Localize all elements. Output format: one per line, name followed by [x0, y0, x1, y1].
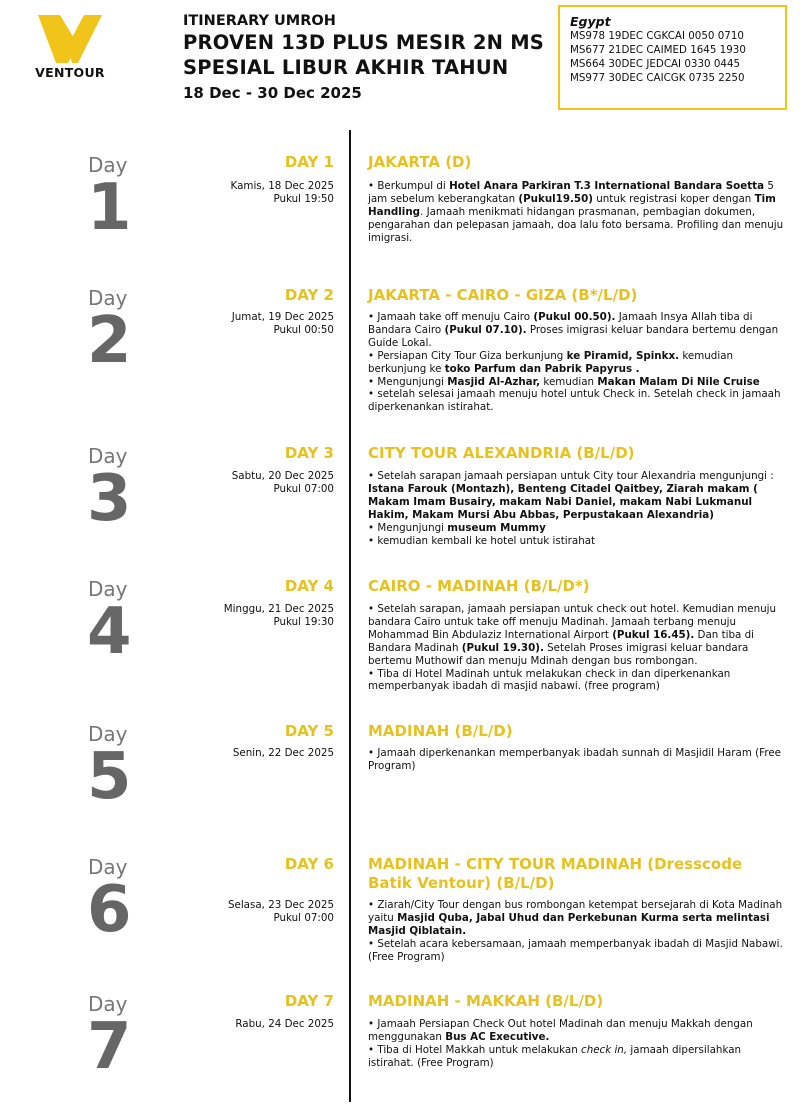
day-title: JAKARTA (D) [368, 153, 472, 171]
day-description [368, 180, 788, 245]
package-date-range: 18 Dec - 30 Dec 2025 [183, 84, 362, 102]
description-line: • Jamaah Persiapan Check Out hotel Madinah dan menuju Makkah dengan menggunakan Bus AC Executive. [368, 1018, 753, 1043]
day-label: DAY 4 [284, 577, 334, 595]
day-date [180, 180, 334, 206]
day-description [368, 470, 788, 547]
day-date [180, 1018, 334, 1031]
day-date-text: Senin, 22 Dec 2025 [232, 747, 334, 759]
description-line: • Setelah sarapan jamaah persiapan untuk City tour Alexandria mengunjungi : Istana Farouk (Montazh), Benteng Citadel Qaitbey, Ziarah makam ( Makam Imam Busairy, makam Nabi Daniel, makam Nabi Lukmanul Hakim, Makam Mursi Abu Abbas, Perpustakaan Alexandria) [368, 470, 774, 521]
flight-box-title: Egypt [570, 14, 611, 29]
day-time-text: Pukul 07:00 [273, 912, 334, 924]
day-label: DAY 7 [284, 992, 334, 1010]
day-time-text: Pukul 07:00 [273, 483, 334, 495]
day-number: 5 [87, 740, 132, 814]
day-date [180, 603, 334, 629]
description-line: • Jamaah take off menuju Cairo (Pukul 00.50). Jamaah Insya Allah tiba di Bandara Cairo (Pukul 07.10). Proses imigrasi keluar bandara bertemu dengan Guide Lokal. [368, 311, 779, 349]
day-title: CITY TOUR ALEXANDRIA (B/L/D) [368, 444, 635, 462]
day-title: MADINAH - MAKKAH (B/L/D) [368, 992, 604, 1010]
ventour-logo [30, 15, 110, 85]
ventour-v-icon [38, 15, 102, 63]
description-line: • Ziarah/City Tour dengan bus rombongan ketempat bersejarah di Kota Madinah yaitu Masjid Quba, Jabal Uhud dan Perkebunan Kurma serta melintasi Masjid Qiblatain. [368, 899, 783, 937]
flight-line: MS978 19DEC CGKCAI 0050 0710 [570, 30, 744, 42]
day-number: 2 [87, 304, 132, 378]
day-date-text: Jumat, 19 Dec 2025 [231, 311, 334, 323]
day-word: Day [88, 855, 128, 879]
day-number: 7 [87, 1010, 132, 1084]
day-date-text: Rabu, 24 Dec 2025 [235, 1018, 334, 1030]
day-word: Day [88, 444, 128, 468]
day-word: Day [88, 153, 128, 177]
day-date [180, 747, 334, 760]
day-date [180, 311, 334, 337]
flight-schedule-box [558, 5, 787, 110]
description-line: • Tiba di Hotel Makkah untuk melakukan check in, jamaah dipersilahkan istirahat. (Free Program) [368, 1043, 742, 1069]
day-date-text: Kamis, 18 Dec 2025 [230, 180, 334, 192]
day-time-text: Pukul 00:50 [273, 324, 334, 336]
day-description [368, 311, 788, 414]
timeline-divider [349, 130, 351, 1102]
day-time-text: Pukul 19:30 [273, 616, 334, 628]
logo-text: VENTOUR [35, 65, 105, 80]
day-title: JAKARTA - CAIRO - GIZA (B*/L/D) [368, 286, 638, 304]
itinerary-subtitle: ITINERARY UMROH [183, 13, 336, 29]
day-description [368, 1018, 788, 1070]
description-line: • Setelah sarapan, jamaah persiapan untuk check out hotel. Kemudian menuju bandara Cairo untuk take off menuju Madinah. Jamaah terbang menuju Mohammad Bin Abdulaziz International Airport (Pukul 16.45). Dan tiba di Bandara Madinah (Pukul 19.30). Setelah Proses imigrasi keluar bandara bertemu Muthowif dan menuju Mdinah dengan bus rombongan. [368, 603, 777, 667]
day-description [368, 899, 788, 964]
day-date-text: Sabtu, 20 Dec 2025 [231, 470, 334, 482]
itinerary-header [183, 12, 544, 103]
description-line: • Mengunjungi museum Mummy [368, 521, 546, 534]
flight-line: MS664 30DEC JEDCAI 0330 0445 [570, 58, 741, 70]
day-title: MADINAH - CITY TOUR MADINAH (Dresscode Batik Ventour) (B/L/D) [368, 855, 743, 892]
day-date [180, 470, 334, 496]
description-line: • setelah selesai jamaah menuju hotel untuk Check in. Setelah check in jamaah diperkenankan istirahat. [368, 388, 781, 414]
day-title: CAIRO - MADINAH (B/L/D*) [368, 577, 590, 595]
day-number: 3 [87, 462, 132, 536]
day-number: 4 [87, 595, 132, 669]
flight-line: MS977 30DEC CAICGK 0735 2250 [570, 72, 745, 84]
package-title-line1: PROVEN 13D PLUS MESIR 2N MS [183, 31, 545, 54]
day-label: DAY 2 [284, 286, 334, 304]
day-word: Day [88, 286, 128, 310]
description-line: • Jamaah diperkenankan memperbanyak ibadah sunnah di Masjidil Haram (Free Program) [368, 747, 781, 772]
description-line: • Setelah acara kebersamaan, jamaah memperbanyak ibadah di Masjid Nabawi. (Free Program) [368, 937, 783, 963]
day-description [368, 747, 788, 773]
day-word: Day [88, 722, 128, 746]
description-line: • Berkumpul di Hotel Anara Parkiran T.3 International Bandara Soetta 5 jam sebelum keberangkatan (Pukul19.50) untuk registrasi koper dengan Tim Handling. Jamaah menikmati hidangan prasmanan, pembagian dokumen, pengarahan dan pelepasan jamaah, doa lalu foto bersama. Profiling dan menuju imigrasi. [368, 180, 784, 244]
day-date-text: Selasa, 23 Dec 2025 [227, 899, 334, 911]
description-line: • Tiba di Hotel Madinah untuk melakukan check in dan diperkenankan memperbanyak ibadah di masjid nabawi. (free program) [368, 667, 731, 693]
day-label: DAY 3 [284, 444, 334, 462]
package-title-line2: SPESIAL LIBUR AKHIR TAHUN [183, 56, 509, 79]
day-label: DAY 6 [284, 855, 334, 873]
description-line: • kemudian kembali ke hotel untuk istirahat [368, 534, 596, 547]
day-date [180, 899, 334, 925]
flight-line: MS677 21DEC CAIMED 1645 1930 [570, 44, 746, 56]
day-number: 6 [87, 873, 132, 947]
day-label: DAY 1 [284, 153, 334, 171]
day-description [368, 603, 788, 693]
day-title: MADINAH (B/L/D) [368, 722, 513, 740]
day-word: Day [88, 992, 128, 1016]
day-number: 1 [87, 171, 132, 245]
day-date-text: Minggu, 21 Dec 2025 [223, 603, 334, 615]
description-line: • Mengunjungi Masjid Al-Azhar, kemudian Makan Malam Di Nile Cruise [368, 375, 760, 388]
description-line: • Persiapan City Tour Giza berkunjung ke Piramid, Spinkx. kemudian berkunjung ke toko Parfum dan Pabrik Papyrus . [368, 349, 734, 375]
day-time-text: Pukul 19:50 [273, 193, 334, 205]
day-word: Day [88, 577, 128, 601]
day-label: DAY 5 [284, 722, 334, 740]
